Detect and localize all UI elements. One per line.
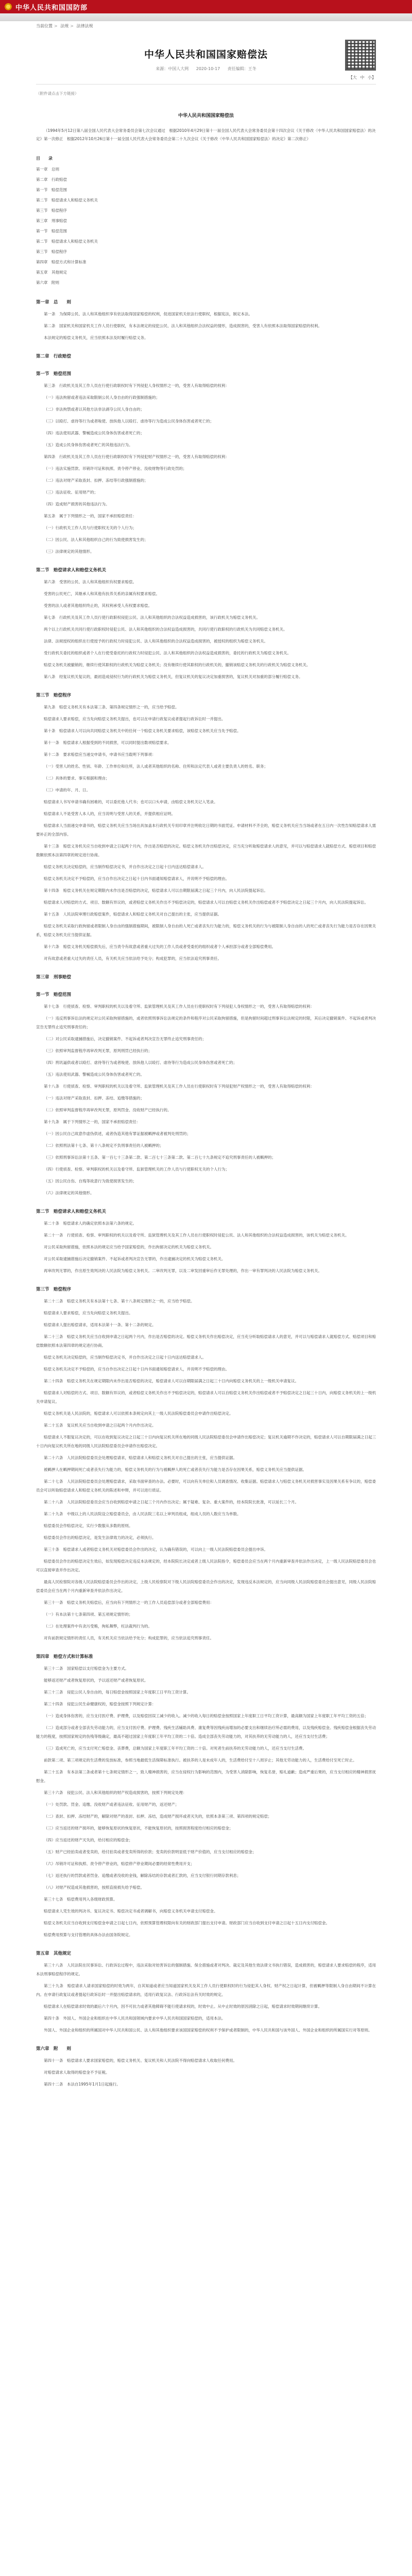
article-paragraph: （三）申请的年、月、日。 — [44, 788, 90, 792]
article-paragraph: （二）因公民、法人和其他组织自己的行为致使损害发生的； — [44, 537, 148, 542]
article-paragraph: （三）违法征收、征用财产的； — [44, 490, 98, 495]
article-paragraph: 能够返还财产或者恢复原状的，予以返还财产或者恢复原状。 — [44, 1678, 148, 1683]
article-paragraph: （一）受害人的姓名、性别、年龄、工作单位和住所，法人或者其他组织的名称、住所和法定代表人或者主要负责人的姓名、职务； — [44, 764, 268, 769]
article-paragraph: （一）违法拘留或者违法采取限制公民人身自由的行政强制措施的； — [44, 395, 160, 400]
article-paragraph: 被羁押人在羁押期间死亡或者丧失行为能力的，赔偿义务机关的行为与被羁押人的死亡或者丧失行为能力是否存在因果关系，赔偿义务机关应当提供证据。 — [44, 1467, 306, 1472]
font-size-control — [347, 75, 376, 80]
article-paragraph: 第二十七条 人民法院赔偿委员会处理赔偿请求，采取书面审查的办法。必要时，可以向有关单位和人员调查情况、收集证据。赔偿请求人与赔偿义务机关对损害事实及因果关系有争议的，赔偿委员会可以听取赔偿请求人和赔偿义务机关的陈述和申辩，并可以进行质证。 — [36, 1479, 376, 1493]
article-paragraph: 第四条 行政机关及其工作人员在行使行政职权时有下列侵犯财产权情形之一的，受害人有取得赔偿的权利： — [44, 454, 229, 459]
article-paragraph: （三）依照刑事诉讼法第十五条、第一百七十三条第二款、第二百七十三条第二款、第二百七十九条规定不追究刑事责任的人被羁押的； — [44, 1155, 276, 1160]
article-paragraph: （二）依照审判监督程序再审改判无罪，原判罚金、没收财产已经执行的。 — [44, 1108, 171, 1112]
article-paragraph: 赔偿请求人书写申请书确有困难的，可以委托他人代书；也可以口头申请，由赔偿义务机关记入笔录。 — [44, 800, 218, 804]
article-paragraph: （一）因公民自己故意作虚伪供述，或者伪造其他有罪证据被羁押或者被判处刑罚的； — [44, 1131, 191, 1136]
article-paragraph: （二）非法拘禁或者以其他方法非法剥夺公民人身自由的； — [44, 407, 144, 412]
source-line: （附件请点击下方链接） — [36, 91, 79, 96]
table-of-contents — [36, 164, 376, 288]
toc-item: 第一章 总则 — [36, 167, 59, 172]
article-paragraph: 第二条 国家机关和国家机关工作人员行使职权，有本法规定的侵犯公民、法人和其他组织合法权益的情形，造成损害的，受害人有依照本法取得国家赔偿的权利。 — [44, 324, 322, 328]
article-paragraph: 赔偿委员会作赔偿决定，实行少数服从多数的原则。 — [44, 1523, 133, 1528]
article-paragraph: （二）对公民采取逮捕措施后，决定撤销案件、不起诉或者判决宣告无罪终止追究刑事责任的； — [44, 1037, 206, 1041]
article-paragraph: 赔偿委员会作出的赔偿决定生效后，如发现赔偿决定违反本法规定的，经本院院长决定或者上级人民法院指令，赔偿委员会应当在两个月内重新审查并依法作出决定，上一级人民法院赔偿委员会也可以直接审查并作出决定。 — [36, 1559, 376, 1572]
article-paragraph: 第二十六条 人民法院赔偿委员会处理赔偿请求，赔偿请求人和赔偿义务机关对自己提出的主张，应当提供证据。 — [44, 1455, 237, 1460]
article-paragraph: 受行政机关委托的组织或者个人在行使受委托的行政权力时侵犯公民、法人和其他组织的合法权益造成损害的，委托的行政机关为赔偿义务机关。 — [44, 651, 291, 655]
article-paragraph: （四）刑讯逼供或者以殴打、虐待等行为或者唆使、放纵他人以殴打、虐待等行为造成公民身体伤害或者死亡的； — [44, 1060, 237, 1065]
chapter-heading: 第五章 其他规定 — [36, 1951, 72, 1956]
chapter-heading: 第一节 赔偿范围 — [36, 371, 72, 377]
article-paragraph: （四）造成财产损害的其他违法行为。 — [44, 502, 110, 506]
chapter-heading: 第四章 赔偿方式和计算标准 — [36, 1654, 93, 1659]
article-paragraph: 第七条 行政机关及其工作人员行使行政职权侵犯公民、法人和其他组织的合法权益造成损害的，该行政机关为赔偿义务机关。 — [44, 615, 260, 620]
article-paragraph: 第二十二条 赔偿义务机关有本法第十七条、第十八条规定情形之一的，应当给予赔偿。 — [44, 1299, 195, 1303]
article-paragraph: 对赔偿请求人取得的赔偿金不予征税。 — [44, 2070, 110, 2075]
article-paragraph: 第十条 赔偿请求人可以向共同赔偿义务机关中的任何一个赔偿义务机关要求赔偿，该赔偿义务机关应当先予赔偿。 — [44, 728, 241, 733]
article-paragraph: 第二十八条 人民法院赔偿委员会应当自收到赔偿申请之日起三个月内作出决定；属于疑难、复杂、重大案件的，经本院院长批准，可以延长三个月。 — [44, 1500, 299, 1504]
font-size-large[interactable]: 【大 — [348, 75, 357, 80]
article-paragraph: 本法规定的赔偿义务机关，应当依照本法及时履行赔偿义务。 — [44, 335, 148, 340]
article-paragraph: （三）以殴打、虐待等行为或者唆使、放纵他人以殴打、虐待等行为造成公民身体伤害或者死亡的； — [44, 419, 214, 423]
article-paragraph: 对公民采取拘留措施，依照本法的规定应当给予国家赔偿的，作出拘留决定的机关为赔偿义务机关。 — [44, 1245, 214, 1249]
article-paragraph: （七）返还执行的罚款或者罚金、追缴或者没收的金钱，解除冻结的存款或者汇款的，应当支付银行同期存款利息； — [44, 1873, 241, 1878]
article-paragraph: 赔偿请求人对赔偿的方式、项目、数额有异议的，或者赔偿义务机关作出不予赔偿决定的，赔偿请求人可以自赔偿义务机关作出赔偿或者不予赔偿决定之日起三个月内，向人民法院提起诉讼。 — [44, 900, 368, 905]
article-paragraph: 赔偿请求人当面递交申请书的，赔偿义务机关应当当场出具加盖本行政机关专用印章并注明收讫日期的书面凭证。申请材料不齐全的，赔偿义务机关应当当场或者在五日内一次性告知赔偿请求人需要补正的全部内容。 — [36, 823, 376, 837]
article-paragraph: 第十九条 属于下列情形之一的，国家不承担赔偿责任： — [44, 1120, 141, 1124]
site-header — [0, 0, 412, 13]
font-size-medium[interactable]: 中 — [360, 75, 365, 80]
content-wrapper — [36, 21, 376, 2089]
article-paragraph: 第九条 赔偿义务机关有本法第三条、第四条规定情形之一的，应当给予赔偿。 — [44, 705, 179, 709]
qr-code — [345, 40, 376, 71]
article-paragraph: 赔偿请求人要求赔偿，应当先向赔偿义务机关提出。 — [44, 1311, 133, 1315]
chapter-heading: 第三节 赔偿程序 — [36, 1287, 72, 1292]
article-paragraph: 第三十一条 赔偿义务机关赔偿后，应当向有下列情形之一的工作人员追偿部分或者全部赔偿费用： — [44, 1600, 214, 1605]
breadcrumb-item: 当前位置 — [36, 24, 53, 28]
toc-item: 第一节 赔偿范围 — [36, 188, 67, 192]
article-paragraph: 赔偿义务机关是人民法院的，赔偿请求人可以依照本条规定向其上一级人民法院赔偿委员会申请作出赔偿决定。 — [44, 1411, 233, 1416]
toc-heading: 目 录 — [36, 156, 53, 161]
article-paragraph: 赔偿请求人提出赔偿请求，适用本法第十一条、第十二条的规定。 — [44, 1323, 156, 1327]
article-paragraph: 第十六条 赔偿义务机关赔偿损失后，应当责令有故意或者重大过失的工作人员或者受委托的组织或者个人承担部分或者全部赔偿费用。 — [44, 944, 276, 949]
article-paragraph: （四）违法使用武器、警械造成公民身体伤害或者死亡的； — [44, 431, 144, 435]
chapter-heading: 第三节 赔偿程序 — [36, 693, 72, 698]
article-paragraph: （一）违反刑事诉讼法的规定对公民采取拘留措施的，或者依照刑事诉讼法规定的条件和程序对公民采取拘留措施，但是拘留时间超过刑事诉讼法规定的时限，其后决定撤销案件、不起诉或者判决宣告无罪终止追究刑事责任的； — [36, 1016, 376, 1029]
article-paragraph: 第五条 属于下列情形之一的，国家不承担赔偿责任： — [44, 514, 136, 518]
chapter-heading: 第二节 赔偿请求人和赔偿义务机关 — [36, 568, 107, 573]
article-paragraph: 第二十条 赔偿请求人的确定依照本法第六条的规定。 — [44, 1221, 136, 1226]
article-paragraph: 第十四条 赔偿义务机关在规定期限内未作出是否赔偿的决定，赔偿请求人可以自期限届满之日起三个月内，向人民法院提起诉讼。 — [44, 888, 268, 893]
toc-item: 第六章 附则 — [36, 280, 59, 285]
chapter-heading: 第一章 总 则 — [36, 300, 72, 305]
page-title: 中华人民共和国国家赔偿法 — [144, 49, 268, 60]
chapter-heading: 第二节 赔偿请求人和赔偿义务机关 — [36, 1209, 107, 1214]
article-paragraph: （一）行政机关工作人员与行使职权无关的个人行为； — [44, 526, 136, 530]
article-paragraph: 赔偿请求人对赔偿的方式、项目、数额有异议的，或者赔偿义务机关作出不予赔偿决定的，赔偿请求人可以自赔偿义务机关作出赔偿或者不予赔偿决定之日起三十日内，向赔偿义务机关的上一级机关申请复议。 — [36, 1391, 376, 1404]
article-paragraph: （三）依照审判监督程序再审改判无罪，原判刑罚已经执行的； — [44, 1048, 152, 1053]
toc-item: 第二节 赔偿请求人和赔偿义务机关 — [36, 239, 98, 244]
article-paragraph: 两个以上行政机关共同行使行政职权时侵犯公民、法人和其他组织的合法权益造成损害的，共同行使行政职权的行政机关为共同赔偿义务机关。 — [44, 627, 287, 632]
article-meta — [36, 66, 376, 72]
article-paragraph: 第四十条 外国人、外国企业和组织在中华人民共和国领域内要求中华人民共和国国家赔偿的，适用本法。 — [44, 2016, 226, 2021]
chapter-heading: 第二章 行政赔偿 — [36, 354, 72, 359]
article-paragraph: 对有故意或者重大过失的责任人员，有关机关应当依法给予处分；构成犯罪的，应当依法追究刑事责任。 — [44, 956, 221, 961]
article-paragraph: （一）违法对财产采取查封、扣押、冻结、追缴等措施的； — [44, 1096, 144, 1100]
article-paragraph: 最高人民检察院对各级人民法院赔偿委员会作出的决定，上级人民检察院对下级人民法院赔偿委员会作出的决定，发现违反本法规定的，应当向同级人民法院赔偿委员会提出意见，同级人民法院赔偿委员会应当在两个月内重新审查并依法作出决定。 — [36, 1580, 376, 1593]
article-paragraph: 赔偿义务机关决定不予赔偿的，应当自作出决定之日起十日内书面通知赔偿请求人，并说明不予赔偿的理由。 — [44, 876, 229, 881]
article-paragraph: （一）有本法第十七条第四项、第五项规定情形的； — [44, 1612, 133, 1617]
chapter-heading: 第六章 附 则 — [36, 2046, 72, 2052]
toc-item: 第三节 赔偿程序 — [36, 208, 67, 213]
article-editor: 责任编辑：王冬 — [227, 66, 256, 71]
toc-item: 第三节 赔偿程序 — [36, 249, 67, 254]
article-paragraph: 受害的法人或者其他组织终止的，其权利承受人有权要求赔偿。 — [44, 603, 152, 608]
article-paragraph: 对公民采取逮捕措施后决定撤销案件、不起诉或者判决宣告无罪的，作出逮捕决定的机关为赔偿义务机关。 — [44, 1257, 226, 1261]
article-paragraph: 第四十一条 赔偿请求人要求国家赔偿的，赔偿义务机关、复议机关和人民法院不得向赔偿请求人收取任何费用。 — [44, 2058, 237, 2063]
toc-item: 第四章 赔偿方式和计算标准 — [36, 260, 87, 264]
article-paragraph: 赔偿义务机关采取行政拘留或者限制人身自由的强制措施期间，被限制人身自由的人死亡或者丧失行为能力的，赔偿义务机关的行为与被限制人身自由的人的死亡或者丧失行为能力是否存在因果关系，赔偿义务机关应当提供证据。 — [36, 924, 376, 937]
article-paragraph: （三）法律规定的其他情形。 — [44, 549, 94, 554]
toc-item: 第三章 刑事赔偿 — [36, 218, 67, 223]
chapter-heading: 第一节 赔偿范围 — [36, 992, 72, 997]
article-paragraph: 第三十二条 国家赔偿以支付赔偿金为主要方式。 — [44, 1666, 129, 1671]
law-preface: （1994年5月12日第八届全国人民代表大会常务委员会第七次会议通过 根据2010年4月29日第十一届全国人民代表大会常务委员会第十四次会议《关于修改〈中华人民共和国国家赔偿法〉的决定》第一次修正 根据2012年10月26日第十一届全国人民代表大会常务委员会第二十九次会议《关于修改〈中华人民共和国国家赔偿法〉的决定》第二次修正） — [36, 128, 376, 141]
article-paragraph: 赔偿义务机关决定不予赔偿的，应当自作出决定之日起十日内书面通知赔偿请求人，并说明不予赔偿的理由。 — [44, 1367, 229, 1371]
article-paragraph: （五）造成公民身体伤害或者死亡的其他违法行为。 — [44, 443, 133, 447]
breadcrumb-separator: > — [70, 24, 74, 28]
article-paragraph: 第四十二条 本法自1995年1月1日起施行。 — [44, 2082, 121, 2087]
article-paragraph: （二）造成部分或者全部丧失劳动能力的，应当支付医疗费、护理费、残疾生活辅助具费、康复费等因残疾而增加的必要支出和继续治疗所必需的费用，以及残疾赔偿金。残疾赔偿金根据丧失劳动能力的程度，按照国家规定的伤残等级确定，最高不超过国家上年度职工年平均工资的二十倍。造成全部丧失劳动能力的，对其扶养的无劳动能力的人，还应当支付生活费； — [36, 1725, 376, 1739]
article-date: 2020-10-17 — [196, 66, 220, 71]
article-paragraph: （五）财产已经拍卖或者变卖的，给付拍卖或者变卖所得的价款；变卖的价款明显低于财产价值的，应当支付相应的赔偿金； — [44, 1850, 256, 1854]
article-paragraph: （八）对财产权造成其他损害的，按照直接损失给予赔偿。 — [44, 1885, 144, 1890]
article-paragraph: 赔偿义务机关决定赔偿的，应当制作赔偿决定书，并自作出决定之日起十日内送达赔偿请求人。 — [44, 1355, 206, 1360]
article-paragraph: 第十七条 行使侦查、检察、审判职权的机关以及看守所、监狱管理机关及其工作人员在行使职权时有下列侵犯人身权情形之一的，受害人有取得赔偿的权利： — [44, 1004, 314, 1009]
toc-item: 第五章 其他规定 — [36, 270, 67, 275]
article-paragraph: 赔偿请求人不服复议决定的，可以在收到复议决定之日起三十日内向复议机关所在地的同级人民法院赔偿委员会申请作出赔偿决定；复议机关逾期不作决定的，赔偿请求人可以自期限届满之日起三十日内向复议机关所在地的同级人民法院赔偿委员会申请作出赔偿决定。 — [36, 1435, 376, 1448]
article-paragraph: 第三十八条 人民法院在民事诉讼、行政诉讼过程中，违法采取对妨害诉讼的强制措施、保全措施或者对判决、裁定及其他生效法律文书执行错误，造成损害的，赔偿请求人要求赔偿的程序，适用本法刑事赔偿程序的规定。 — [36, 1963, 376, 1976]
article-paragraph: 第三十四条 侵犯公民生命健康权的，赔偿金按照下列规定计算： — [44, 1702, 156, 1706]
chapter-heading: 第三章 刑事赔偿 — [36, 975, 72, 980]
article-paragraph: 第三十九条 赔偿请求人请求国家赔偿的时效为两年，自其知道或者应当知道国家机关及其工作人员行使职权时的行为侵犯其人身权、财产权之日起计算，但被羁押等限制人身自由期间不计算在内。在申请行政复议或者提起行政诉讼时一并提出赔偿请求的，适用行政复议法、行政诉讼法有关时效的规定。 — [36, 1984, 376, 1997]
breadcrumb-item[interactable]: 法律法规 — [76, 24, 93, 28]
article-paragraph: 第二十四条 赔偿义务机关在规定期限内未作出是否赔偿的决定，赔偿请求人可以自期限届满之日起三十日内向赔偿义务机关的上一级机关申请复议。 — [44, 1379, 299, 1383]
article-paragraph: 第十二条 要求赔偿应当递交申请书，申请书应当载明下列事项： — [44, 752, 156, 757]
article-paragraph: （三）应当返还的财产损坏的，能够恢复原状的恢复原状，不能恢复原状的，按照损害程度给付相应的赔偿金； — [44, 1826, 233, 1831]
article-paragraph: 第二十三条 赔偿义务机关应当自收到申请之日起两个月内，作出是否赔偿的决定。赔偿义务机关作出赔偿决定，应当充分听取赔偿请求人的意见，并可以与赔偿请求人就赔偿方式、赔偿项目和赔偿数额依照本法第四章的规定进行协商。 — [36, 1334, 376, 1348]
article-paragraph: 第八条 经复议机关复议的，最初造成侵权行为的行政机关为赔偿义务机关，但复议机关的复议决定加重损害的，复议机关对加重的部分履行赔偿义务。 — [44, 674, 303, 679]
article-paragraph: （六）法律规定的其他情形。 — [44, 1191, 94, 1195]
breadcrumb-item[interactable]: 法规 — [60, 24, 69, 28]
article-paragraph: 第二十五条 复议机关应当自收到申请之日起两个月内作出决定。 — [44, 1423, 156, 1428]
article-paragraph: 第三十七条 赔偿费用列入各级财政预算。 — [44, 1897, 117, 1902]
breadcrumb — [36, 21, 376, 30]
article-paragraph: （五）因公民自伤、自残等故意行为致使损害发生的； — [44, 1179, 136, 1183]
article-paragraph: （二）查封、扣押、冻结财产的，解除对财产的查封、扣押、冻结，造成财产损坏或者灭失的，依照本条第三项、第四项的规定赔偿； — [44, 1814, 272, 1819]
article-paragraph: 对有前款规定情形的责任人员，有关机关应当依法给予处分；构成犯罪的，应当依法追究刑事责任。 — [44, 1636, 214, 1640]
font-size-small[interactable]: 小】 — [368, 75, 376, 80]
breadcrumb-separator: > — [54, 24, 58, 28]
article-paragraph: （一）处罚款、罚金、追缴、没收财产或者违法征收、征用财产的，返还财产； — [44, 1802, 179, 1807]
article-paragraph: （二）具体的要求、事实根据和理由； — [44, 776, 110, 781]
law-title: 中华人民共和国国家赔偿法 — [178, 113, 234, 118]
article-paragraph: 法律、法规授权的组织在行使授予的行政权力时侵犯公民、法人和其他组织的合法权益造成损害的，被授权的组织为赔偿义务机关。 — [44, 639, 268, 643]
article-paragraph: 受害的公民死亡，其继承人和其他有扶养关系的亲属有权要求赔偿。 — [44, 591, 160, 596]
article-paragraph: 再审改判无罪的，作出原生效判决的人民法院为赔偿义务机关。二审改判无罪，以及二审发回重审后作无罪处理的，作出一审有罪判决的人民法院为赔偿义务机关。 — [44, 1268, 322, 1273]
article-paragraph: （三）造成死亡的，应当支付死亡赔偿金、丧葬费，总额为国家上年度职工年平均工资的二十倍。对死者生前扶养的无劳动能力的人，还应当支付生活费。 — [44, 1746, 306, 1751]
article-paragraph: 赔偿请求人要求赔偿，应当先向赔偿义务机关提出，也可以在申请行政复议或者提起行政诉讼时一并提出。 — [44, 717, 226, 721]
article-paragraph: 赔偿义务机关应当自收到支付赔偿金申请之日起七日内，依照预算管理权限向有关的财政部门提出支付申请。财政部门应当自收到支付申请之日起十五日内支付赔偿金。 — [44, 1921, 330, 1925]
article-paragraph: （四）行使侦查、检察、审判职权的机关以及看守所、监狱管理机关的工作人员与行使职权无关的个人行为； — [44, 1167, 229, 1172]
article-paragraph: 第十五条 人民法院审理行政赔偿案件，赔偿请求人和赔偿义务机关对自己提出的主张，应当提供证据。 — [44, 912, 221, 917]
article-paragraph: 第一条 为保障公民、法人和其他组织享有依法取得国家赔偿的权利，促进国家机关依法行使职权，根据宪法，制定本法。 — [44, 312, 252, 316]
article-paragraph: （五）违法使用武器、警械造成公民身体伤害或者死亡的。 — [44, 1072, 144, 1077]
article-paragraph: （二）在处理案件中有贪污受贿，徇私舞弊，枉法裁判行为的。 — [44, 1624, 152, 1629]
nav-ribbon — [0, 13, 412, 21]
article-paragraph: 前款第二项、第三项规定的生活费的发放标准，参照当地最低生活保障标准执行。被扶养的人是未成年人的，生活费给付至十八周岁止；其他无劳动能力的人，生活费给付至死亡时止。 — [44, 1758, 357, 1762]
article-paragraph: 第二十九条 中级以上的人民法院设立赔偿委员会，由人民法院三名以上审判员组成，组成人员的人数应当为单数。 — [44, 1512, 241, 1516]
article-paragraph: 第三十三条 侵犯公民人身自由的，每日赔偿金按照国家上年度职工日平均工资计算。 — [44, 1690, 191, 1694]
article-paragraph: 第十一条 赔偿请求人根据受到的不同损害，可以同时提出数项赔偿要求。 — [44, 740, 171, 745]
toc-item: 第二章 行政赔偿 — [36, 177, 67, 182]
article-paragraph: （四）应当返还的财产灭失的，给付相应的赔偿金； — [44, 1838, 133, 1842]
article-paragraph: 赔偿费用预算与支付管理的具体办法由国务院规定。 — [44, 1933, 133, 1937]
article-paragraph: 赔偿请求人凭生效的判决书、复议决定书、赔偿决定书或者调解书，向赔偿义务机关申请支付赔偿金。 — [44, 1909, 218, 1913]
article-source: 来源：中国人大网 — [156, 66, 189, 71]
article-paragraph: 第十三条 赔偿义务机关应当自收到申请之日起两个月内，作出是否赔偿的决定。赔偿义务机关作出赔偿决定，应当充分听取赔偿请求人的意见，并可以与赔偿请求人就赔偿方式、赔偿项目和赔偿数额依照本法第四章的规定进行协商。 — [36, 844, 376, 857]
article-paragraph: 第六条 受害的公民、法人和其他组织有权要求赔偿。 — [44, 580, 136, 584]
article-paragraph: （六）吊销许可证和执照、责令停产停业的，赔偿停产停业期间必要的经常性费用开支； — [44, 1861, 195, 1866]
article-paragraph: （二）违法对财产采取查封、扣押、冻结等行政强制措施的； — [44, 478, 148, 483]
site-name[interactable]: 中华人民共和国国防部 — [15, 4, 88, 12]
article-paragraph: 第三十六条 侵犯公民、法人和其他组织的财产权造成损害的，按照下列规定处理： — [44, 1790, 187, 1795]
article-paragraph: 赔偿义务机关被撤销的，继续行使其职权的行政机关为赔偿义务机关；没有继续行使其职权的行政机关的，撤销该赔偿义务机关的行政机关为赔偿义务机关。 — [44, 663, 311, 667]
article-paragraph: 赔偿委员会作出的赔偿决定，是发生法律效力的决定，必须执行。 — [44, 1535, 156, 1540]
article-paragraph: 赔偿义务机关决定赔偿的，应当制作赔偿决定书，并自作出决定之日起十日内送达赔偿请求人。 — [44, 865, 206, 869]
article-paragraph: 赔偿请求人不是受害人本人的，应当说明与受害人的关系，并提供相应证明。 — [44, 811, 175, 816]
article-paragraph: 第三十五条 有本法第三条或者第十七条规定情形之一，致人精神损害的，应当在侵权行为影响的范围内，为受害人消除影响，恢复名誉，赔礼道歉；造成严重后果的，应当支付相应的精神损害抚慰金。 — [36, 1770, 376, 1783]
article-paragraph: 第十八条 行使侦查、检察、审判职权的机关以及看守所、监狱管理机关及其工作人员在行使职权时有下列侵犯财产权情形之一的，受害人有取得赔偿的权利： — [44, 1084, 314, 1089]
article-paragraph: 第三条 行政机关及其工作人员在行使行政职权时有下列侵犯人身权情形之一的，受害人有取得赔偿的权利： — [44, 383, 229, 388]
article-paragraph: 赔偿请求人在赔偿请求时效的最后六个月内，因不可抗力或者其他障碍不能行使请求权的，时效中止。从中止时效的原因消除之日起，赔偿请求时效期间继续计算。 — [44, 2004, 322, 2009]
article-paragraph: 外国人、外国企业和组织的所属国对中华人民共和国公民、法人和其他组织要求该国国家赔偿的权利不予保护或者限制的，中华人民共和国与该外国人、外国企业和组织的所属国实行对等原则。 — [44, 2028, 372, 2032]
article-paragraph: （一）造成身体伤害的，应当支付医疗费、护理费，以及赔偿因误工减少的收入。减少的收入每日的赔偿金按照国家上年度职工日平均工资计算，最高额为国家上年度职工年平均工资的五倍； — [44, 1714, 368, 1718]
toc-item: 第二节 赔偿请求人和赔偿义务机关 — [36, 198, 98, 202]
article-paragraph: 第二十一条 行使侦查、检察、审判职权的机关以及看守所、监狱管理机关及其工作人员在行使职权时侵犯公民、法人和其他组织的合法权益造成损害的，该机关为赔偿义务机关。 — [44, 1233, 349, 1238]
article-paragraph: （一）违法实施罚款、吊销许可证和执照、责令停产停业、没收财物等行政处罚的； — [44, 466, 187, 471]
national-emblem-icon — [4, 3, 12, 11]
toc-item: 第一节 赔偿范围 — [36, 229, 67, 233]
article-paragraph: 第三十条 赔偿请求人或者赔偿义务机关对赔偿委员会作出的决定，认为确有错误的，可以向上一级人民法院赔偿委员会提出申诉。 — [44, 1547, 268, 1552]
law-body — [36, 299, 376, 2089]
article-paragraph: （二）依照刑法第十七条、第十八条规定不负刑事责任的人被羁押的； — [44, 1143, 164, 1148]
